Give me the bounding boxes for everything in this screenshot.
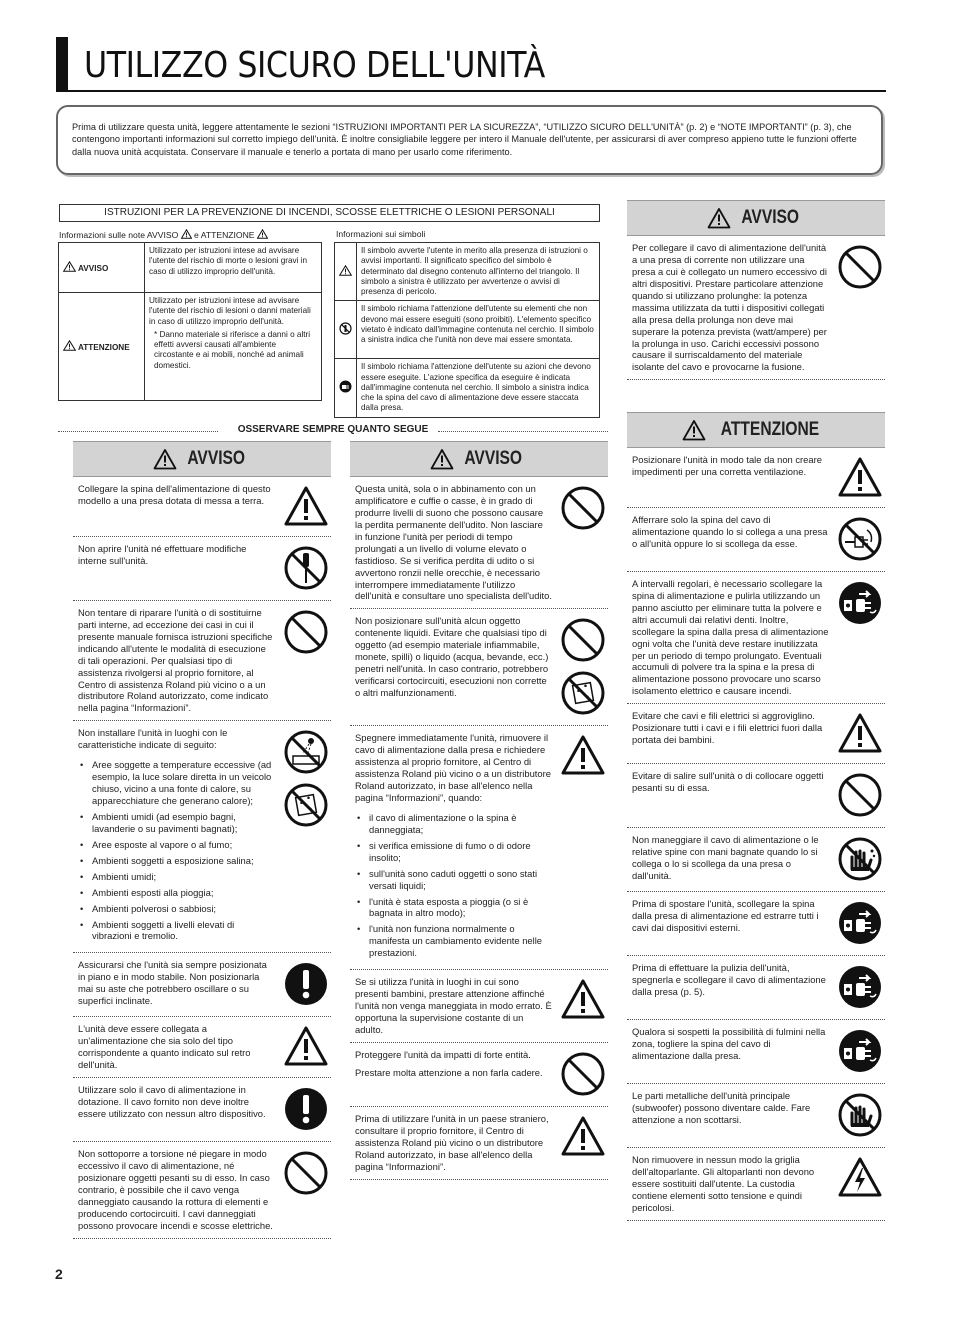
safety-item-text: Utilizzare solo il cavo di alimentazione in dotazione. Il cavo fornito non deve inoltre essere utilizzato con nessun altro dispositivo.	[78, 1084, 266, 1119]
safety-item-text: Posizionare l'unità in modo tale da non creare impedimenti per una corretta ventilazione.	[632, 454, 822, 477]
bullet-list	[355, 812, 552, 959]
bullet-item: • l'unità non funziona normalmente o manifesta un cambiamento evidente nelle prestazioni.	[355, 923, 552, 959]
item-icons	[835, 242, 885, 373]
warning-icon	[283, 1025, 329, 1070]
prohibited-icon	[560, 617, 606, 666]
notes-label-a: Informazioni sulle note AVVISO	[59, 230, 179, 240]
no-disassemble-icon	[339, 322, 352, 335]
safety-item	[350, 609, 608, 726]
column-avviso-2	[350, 441, 608, 1180]
safety-item	[627, 236, 885, 380]
safety-item-text: Non posizionare sull'unità alcun oggetto contenente liquidi. Evitare che qualsiasi tipo di oggetto (ad esempio materiale infiammabile, monete, spilli) o liquido (acqua, bevande, ecc.) penetri nell'unità. In caso contrario, potrebbero verificarsi cortocircuiti, esecuzioni non corrette o altri malfunzionamenti.	[355, 615, 549, 698]
safety-item	[350, 1043, 608, 1107]
warning-icon	[339, 265, 352, 276]
safety-item	[627, 572, 885, 704]
safety-item-text: Collegare la spina dell'alimentazione di questo modello a una presa dotata di messa a terra.	[78, 483, 271, 506]
safety-item	[73, 477, 331, 537]
section-header-label: AVVISO	[464, 447, 522, 469]
bullet-item: • si verifica emissione di fumo o di odore insolito;	[355, 840, 552, 864]
safety-item	[350, 970, 608, 1043]
safety-item-text: Prima di utilizzare l'unità in un paese straniero, consultare il proprio fornitore, il Centro di assistenza Roland più vicino o un distributore Roland autorizzato, in base all'elenco della pagina “Informazioni”.	[355, 1112, 549, 1172]
safety-item-text: Spegnere immediatamente l'unità, rimuovere il cavo di alimentazione dalla presa e richiedere assistenza al proprio fornitore, al Centro di assistenza Roland più vicino o a un distributore Roland autorizzato, in base all'elenco nella pagina “Informazioni”, quando:	[355, 732, 551, 803]
sym-action-desc: Il simbolo richiama l'attenzione dell'utente su azioni che devono essere eseguite. L'azione specifica da eseguire è indicata dall'immagine contenuta nel cerchio. Il simbolo a sinistra indica che la spina del cavo di alimentazione deve essere staccata dalla presa.	[357, 359, 600, 417]
avviso-name: AVVISO	[77, 263, 109, 273]
column-avviso-3	[627, 200, 885, 380]
notes-label	[59, 229, 268, 241]
attenzione-note: * Danno materiale si riferisce a danni o altri effetti avversi causati all'ambiente circostante e ai mobili, nonché ad animali domestici.	[154, 329, 311, 370]
item-icons	[835, 898, 885, 949]
safety-item-text: Proteggere l'unità da impatti di forte entità.	[355, 1048, 531, 1060]
item-icons	[281, 483, 331, 530]
warning-icon	[837, 456, 883, 501]
warning-icon	[153, 448, 177, 470]
safety-item-text: Non sottoporre a torsione né piegare in modo eccessivo il cavo di alimentazione, né posizionare oggetti pesanti su di esso. In caso contrario, è possibile che il cavo venga danneggiato causando la rottura di elementi e producendo cortocircuiti. I cavi danneggiati possono provocare incendi e scosse elettriche.	[78, 1148, 273, 1231]
item-icons	[281, 727, 331, 946]
bullet-item: • Ambienti soggetti a livelli elevati di vibrazioni e tremolio.	[78, 919, 275, 943]
warning-icon	[63, 261, 76, 272]
bullet-item: • Aree esposte al vapore o al fumo;	[78, 839, 275, 851]
prohibited-icon	[837, 772, 883, 821]
safety-item-text: Se si utilizza l'unità in luoghi in cui sono presenti bambini, prestare attenzione affinché l'unità non venga maneggiata in modo errato. È opportuna la supervisione costante di un adulto.	[355, 976, 552, 1035]
section-header-label: ATTENZIONE	[720, 418, 820, 440]
section-header-label: AVVISO	[741, 206, 799, 228]
item-icons	[835, 1154, 885, 1214]
warning-icon	[257, 229, 268, 239]
no-touch-icon	[837, 1092, 883, 1141]
section-header	[350, 441, 608, 477]
safety-item	[627, 892, 885, 956]
attenzione-desc: Utilizzato per istruzioni intese ad avvisare l'utente del rischio di lesioni o danni materiali in caso di utilizzo improprio dell'unità.	[149, 296, 311, 326]
safety-item	[627, 508, 885, 572]
safety-item-text: Le parti metalliche dell'unità principale (subwoofer) possono diventare calde. Fare attenzione a non scottarsi.	[632, 1089, 811, 1125]
unplug-icon	[837, 580, 883, 629]
bullet-item: • Ambienti esposti alla pioggia;	[78, 887, 275, 899]
attenzione-desc-cell	[145, 293, 322, 401]
item-icons	[558, 1113, 608, 1173]
item-icons	[558, 1049, 608, 1100]
intro-text: Prima di utilizzare questa unità, leggere attentamente le sezioni “ISTRUZIONI IMPORTANTI PER LA SICUREZZA”, “UTILIZZO SICURO DELL'UNITÀ” (p. 2) e “NOTE IMPORTANTI” (p. 3), che contengono importanti informazioni sul corretto impiego dell'unità. È inoltre consigliabile leggere per intero il Manuale dell'utente, per assicurarsi di aver compreso appieno tutte le funzioni offerte dalla nuova unità acquistata. Conservare il manuale e tenerlo a portata di mano per usarlo come riferimento.	[72, 122, 857, 157]
section-header	[627, 200, 885, 236]
warning-icon	[560, 1115, 606, 1160]
intro-box	[56, 105, 883, 175]
attenzione-cell	[59, 293, 145, 401]
safety-item	[73, 1142, 331, 1239]
safety-item-text: Evitare che cavi e fili elettrici si aggroviglino. Posizionare tutti i cavi e i fili elettrici fuori dalla portata dei bambini.	[632, 710, 823, 746]
safety-item	[350, 726, 608, 970]
no-plug-pull-icon	[837, 516, 883, 565]
column-avviso-1	[73, 441, 331, 1239]
safety-item	[350, 1107, 608, 1180]
bullet-list	[78, 759, 275, 942]
safety-item-text: Non aprire l'unità né effettuare modifiche interne sull'unità.	[78, 542, 247, 566]
title-bar	[56, 37, 68, 90]
prohibited-icon	[560, 485, 606, 534]
prohibited-icon	[560, 1051, 606, 1100]
no-water-icon	[283, 782, 329, 831]
section-header	[627, 412, 885, 448]
bullet-item: • Aree soggette a temperature eccessive (ad esempio, la luce solare diretta in un veicolo chiuso, vicino a una fonte di calore, su apparecchiature che generano calore);	[78, 759, 275, 807]
warning-icon	[181, 229, 192, 239]
sym-prohibit-desc: Il simbolo richiama l'attenzione dell'utente su elementi che non devono mai essere eseguiti (sono proibiti). L'elemento specifico vietato è indicato dall'immagine contenuta nel cerchio. Il simbolo a sinistra indica che l'unità non deve mai essere smontata.	[357, 301, 600, 359]
mandatory-icon	[283, 961, 329, 1010]
column-attenzione	[627, 412, 885, 1221]
safety-item-text: Non installare l'unità in luoghi con le caratteristiche indicate di seguito:	[78, 727, 228, 751]
attenzione-name: ATTENZIONE	[77, 342, 130, 352]
safety-item-text: Non maneggiare il cavo di alimentazione o le relative spine con mani bagnate quando lo si collega o lo si scollega da una presa o dall'unità.	[632, 834, 819, 881]
safety-item	[73, 1078, 331, 1142]
title-rule	[56, 90, 886, 92]
item-icons	[835, 834, 885, 885]
item-icons	[835, 1026, 885, 1077]
avviso-desc: Utilizzato per istruzioni intese ad avvisare l'utente del rischio di morte o lesioni gravi in caso di utilizzo improprio dell'unità.	[145, 243, 322, 293]
warning-icon	[560, 734, 606, 779]
safety-item-text: Non rimuovere in nessun modo la griglia dell'altoparlante. Gli altoparlanti non devono essere sostituiti dall'utente. La custodia contiene elementi sotto tensione e quindi pericolosi.	[632, 1153, 815, 1213]
bullet-item: • Ambienti umidi (ad esempio bagni, lavanderie o su pavimenti bagnati);	[78, 811, 275, 835]
item-icons	[835, 770, 885, 821]
item-icons	[558, 483, 608, 602]
unplug-icon	[339, 380, 352, 393]
safety-item-text: Prestare molta attenzione a non farla cadere.	[355, 1066, 543, 1078]
symbols-table	[334, 242, 600, 418]
safety-item	[73, 1017, 331, 1078]
item-icons	[835, 710, 885, 757]
warning-icon	[430, 448, 454, 470]
safety-item	[73, 953, 331, 1017]
safety-item-text: Per collegare il cavo di alimentazione dell'unità a una presa di corrente non utilizzare una presa a cui è collegato un numero eccessivo di altri dispositivi. Prestare particolare attenzione quando si utilizzano prolunghe: la potenza massima utilizzata da tutti i dispositivi collegati alla presa della prolunga non deve mai superare la potenza prevista (watt/ampere) per la prolunga in uso. Carichi eccessivi possono causare il surriscaldamento del materiale isolante del cavo e provocarne la fusione.	[632, 242, 827, 373]
safety-item	[627, 828, 885, 892]
safety-item	[627, 704, 885, 764]
item-icons	[835, 962, 885, 1013]
unplug-icon	[837, 900, 883, 949]
page-title: UTILIZZO SICURO DELL'UNITÀ	[84, 45, 545, 86]
safety-item	[627, 956, 885, 1020]
no-water-icon	[560, 670, 606, 719]
item-icons	[281, 607, 331, 714]
item-icons	[281, 1023, 331, 1071]
item-icons	[835, 1090, 885, 1141]
safety-item	[627, 764, 885, 828]
notes-table	[58, 242, 322, 401]
safety-item-text: Prima di spostare l'unità, scollegare la spina dalla presa di alimentazione ed estrarre tutti i cavi dai dispositivi esterni.	[632, 898, 819, 933]
page-number: 2	[55, 1266, 63, 1282]
warning-icon	[707, 207, 731, 229]
warning-icon	[682, 419, 706, 441]
safety-item	[627, 1020, 885, 1084]
item-icons	[835, 454, 885, 501]
item-icons	[281, 1148, 331, 1232]
warning-icon	[63, 340, 76, 351]
warning-icon	[837, 712, 883, 757]
observe-text: OSSERVARE SEMPRE QUANTO SEGUE	[237, 424, 429, 435]
observe-heading	[58, 424, 608, 438]
safety-item-text: Non tentare di riparare l'unità o di sostituirne parti interne, ad eccezione dei casi in cui il presente manuale fornisca istruzioni specifiche indicando all'utente le modalità di esecuzione di tali operazioni. Per qualsiasi tipo di assistenza rivolgersi al proprio fornitore, al Centro di assistenza Roland più vicino o a un distributore Roland autorizzato, come indicato nella pagina “Informazioni”.	[78, 606, 273, 714]
safety-item-text: A intervalli regolari, è necessario scollegare la spina di alimentazione e pulirla utilizzando un panno asciutto per eliminare tutta la polvere e altri accumuli dai relativi denti. Inoltre, scollegare la spina dalla presa di alimentazione ogni volta che l'unità deve restare inutilizzata per un periodo di tempo prolungato. Eventuali accumuli di polvere tra la spina e la presa di alimentazione possono provocare uno scarso isolamento elettrico e causare incendi.	[632, 577, 829, 697]
item-icons	[558, 615, 608, 719]
safety-item	[350, 477, 608, 609]
safety-item-text: Qualora si sospetti la possibilità di fulmini nella zona, togliere la spina del cavo di alimentazione dalla presa.	[632, 1025, 826, 1061]
safety-item-text: Questa unità, sola o in abbinamento con un amplificatore e cuffie o casse, è in grado di produrre livelli di suono che possono causare la perdita permanente dell'udito. Non lasciare in funzione l'unità per periodi di tempo prolungati a un livello di volume elevato o fastidioso. Se si verifica perdita di udito o si avvertono ronzii nelle orecchie, è necessario interrompere immediatamente l'utilizzo dell'unità e consultare uno specialista dell'udito.	[355, 483, 552, 602]
item-icons	[281, 959, 331, 1010]
item-icons	[281, 543, 331, 594]
sym-triangle-desc: Il simbolo avverte l'utente in merito alla presenza di istruzioni o avvisi importanti. Il significato specifico del simbolo è determinato dal disegno contenuto all'interno del triangolo. Il simbolo a sinistra è utilizzato per avvertenze o avvisi di presenza di pericolo.	[357, 243, 600, 301]
bullet-item: • Ambienti umidi;	[78, 871, 275, 883]
item-icons	[558, 732, 608, 963]
item-icons	[835, 514, 885, 565]
safety-item-text: Prima di effettuare la pulizia dell'unità, spegnerla e scollegare il cavo di alimentazione dalla presa (p. 5).	[632, 962, 826, 997]
unplug-icon	[837, 1028, 883, 1077]
section-header	[73, 441, 331, 477]
safety-item-text: Afferrare solo la spina del cavo di alimentazione quando lo si collega a una presa o all'unità oppure lo si scollega da esse.	[632, 513, 828, 549]
unplug-icon	[837, 964, 883, 1013]
safety-item	[73, 537, 331, 601]
item-icons	[835, 578, 885, 697]
no-humidity-icon	[283, 729, 329, 778]
safety-item-text: Assicurarsi che l'unità sia sempre posizionata in piano e in modo stabile. Non posizionarla mai su aste che potrebbero oscillare o su superfici inclinate.	[78, 959, 267, 1007]
bullet-item: • sull'unità sono caduti oggetti o sono stati versati liquidi;	[355, 868, 552, 892]
section-header-label: AVVISO	[187, 447, 245, 469]
legend-heading: ISTRUZIONI PER LA PREVENZIONE DI INCENDI, SCOSSE ELETTRICHE O LESIONI PERSONALI	[59, 204, 600, 222]
safety-item	[627, 448, 885, 508]
bullet-item: • Ambienti polverosi o sabbiosi;	[78, 903, 275, 915]
mandatory-icon	[283, 1086, 329, 1135]
item-icons	[558, 976, 608, 1036]
no-disassemble-icon	[283, 545, 329, 594]
warning-icon	[560, 978, 606, 1023]
avviso-cell	[59, 243, 145, 293]
safety-item-text: L'unità deve essere collegata a un'alimentazione che sia solo del tipo corrispondente a quanto indicato sul retro dell'unità.	[78, 1023, 251, 1071]
no-wet-hands-icon	[837, 836, 883, 885]
safety-item-text: Evitare di salire sull'unità o di collocare oggetti pesanti su di essa.	[632, 770, 824, 794]
warning-icon	[283, 485, 329, 530]
prohibited-icon	[283, 1150, 329, 1199]
notes-label-b: e ATTENZIONE	[194, 230, 255, 240]
bullet-item: • Ambienti soggetti a esposizione salina;	[78, 855, 275, 867]
prohibited-icon	[837, 244, 883, 293]
safety-item	[73, 601, 331, 721]
prohibited-icon	[283, 609, 329, 658]
safety-item	[627, 1084, 885, 1148]
safety-item	[73, 721, 331, 953]
bullet-item: • il cavo di alimentazione o la spina è danneggiata;	[355, 812, 552, 836]
symbols-label: Informazioni sui simboli	[336, 229, 426, 239]
bullet-item: • l'unità è stata esposta a pioggia (o si è bagnata in altro modo);	[355, 896, 552, 920]
item-icons	[281, 1084, 331, 1135]
electric-shock-icon	[837, 1156, 883, 1201]
safety-item	[627, 1148, 885, 1221]
